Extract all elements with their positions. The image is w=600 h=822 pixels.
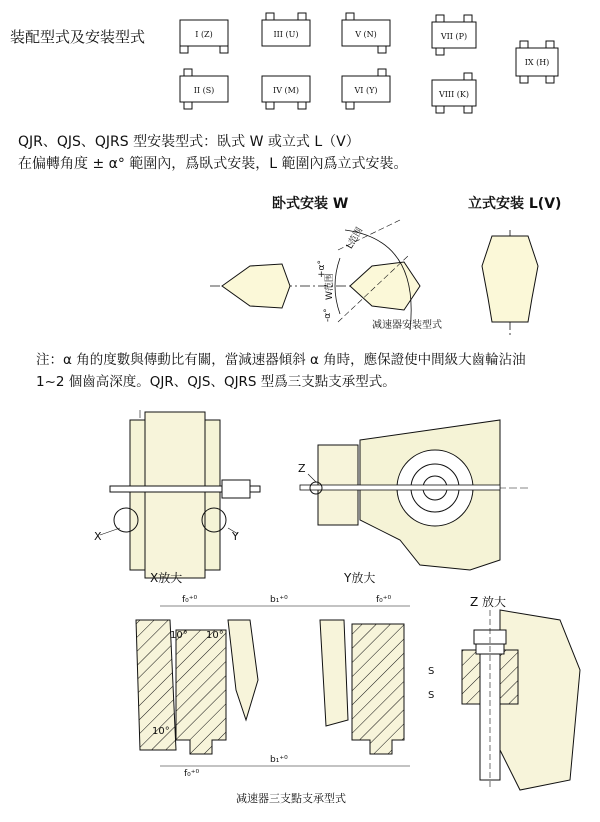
s-dimension: S bbox=[428, 690, 435, 701]
package-vi bbox=[342, 69, 390, 109]
package-label: I (Z) bbox=[195, 30, 213, 39]
note-line1: 注：α 角的度數與傳動比有關，當減速器傾斜 α 角時，應保證使中間級大齒輪沾油 bbox=[36, 352, 526, 368]
package-iv bbox=[262, 76, 310, 109]
x-label: X bbox=[94, 530, 102, 543]
mounting-diagram bbox=[0, 210, 600, 340]
mounting-description-line2: 在偏轉角度 ± α° 範圍內，爲臥式安裝，L 範圍內爲立式安裝。 bbox=[18, 156, 408, 172]
angle-label: 10° bbox=[152, 726, 170, 737]
z-label: Z bbox=[298, 462, 306, 475]
package-label: VII (P) bbox=[440, 32, 468, 41]
package-label: VIII (K) bbox=[438, 90, 470, 99]
mounting-description-line1: QJR、QJS、QJRS 型安裝型式：臥式 W 或立式 L（V） bbox=[18, 134, 360, 150]
package-label: V (N) bbox=[355, 30, 377, 39]
package-label: IX (H) bbox=[524, 58, 550, 67]
package-label: II (S) bbox=[193, 86, 215, 95]
f-bottom-dimension: f₀⁺⁰ bbox=[184, 769, 200, 779]
plus-alpha-label: +α° bbox=[317, 260, 327, 278]
three-point-support-detail bbox=[0, 590, 600, 822]
package-label: IV (M) bbox=[273, 86, 299, 95]
minus-alpha-label: -α° bbox=[323, 308, 333, 322]
y-view-caption: Y放大 bbox=[344, 571, 376, 585]
angle-label: 10° bbox=[206, 630, 224, 641]
w-range-label: W范围 bbox=[325, 273, 335, 300]
vertical-mount-title: 立式安装 L(V) bbox=[468, 196, 562, 212]
package-ii bbox=[180, 69, 228, 109]
y-label: Y bbox=[232, 530, 239, 543]
package-ix bbox=[516, 41, 558, 83]
page-title: 装配型式及安装型式 bbox=[10, 28, 146, 46]
b-top-dimension: b₁⁺⁰ bbox=[270, 595, 288, 605]
x-view-caption: X放大 bbox=[150, 571, 183, 585]
package-label: III (U) bbox=[273, 30, 299, 39]
angle-label: 10° bbox=[170, 630, 188, 641]
assembly-views bbox=[0, 400, 600, 590]
package-vii bbox=[432, 15, 476, 55]
package-label: VI (Y) bbox=[354, 86, 378, 95]
note-line2: 1~2 個齒高深度。QJR、QJS、QJRS 型爲三支點支承型式。 bbox=[36, 374, 396, 390]
f-top-left-dimension: f₀⁺⁰ bbox=[182, 595, 198, 605]
z-view-caption: Z 放大 bbox=[470, 595, 507, 609]
package-viii bbox=[432, 73, 476, 113]
support-caption: 减速器三支點支承型式 bbox=[236, 792, 346, 805]
b-bottom-dimension: b₁⁺⁰ bbox=[270, 755, 288, 765]
f-top-right-dimension: f₀⁺⁰ bbox=[376, 595, 392, 605]
assembly-forms bbox=[0, 0, 600, 125]
mounting-caption: 减速器安装型式 bbox=[372, 320, 442, 331]
s-dimension: S bbox=[428, 666, 435, 677]
l-range-label: L范围 bbox=[345, 225, 366, 251]
package-iii bbox=[262, 13, 310, 46]
package-v bbox=[342, 13, 390, 53]
package-i bbox=[180, 20, 228, 53]
horizontal-mount-title: 卧式安装 W bbox=[272, 196, 349, 212]
